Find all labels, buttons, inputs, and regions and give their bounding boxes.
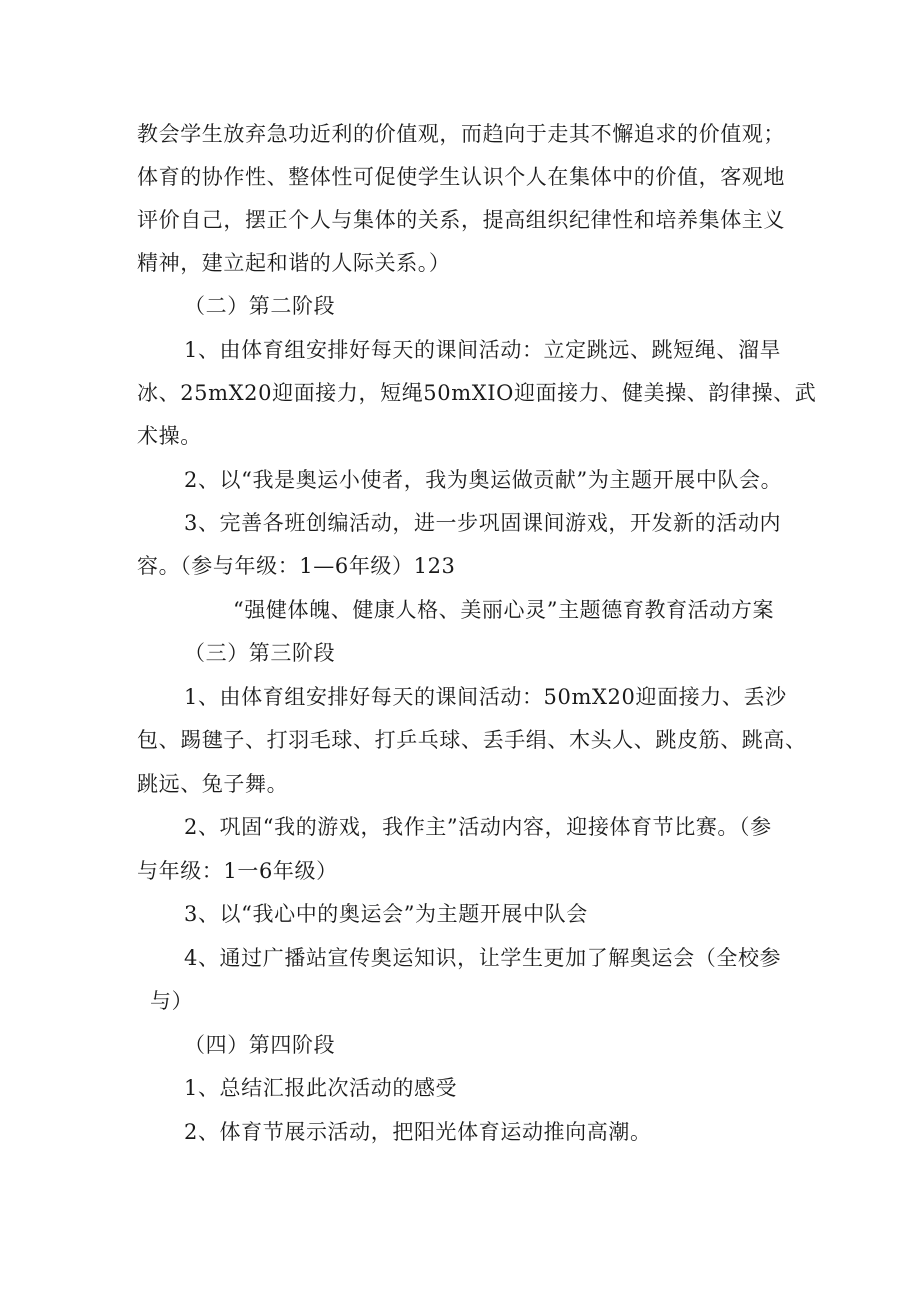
list-item-continuation: 冰、25mX20迎面接力，短绳50mXIO迎面接力、健美操、韵律操、武: [137, 381, 817, 405]
list-item: 1、由体育组安排好每天的课间活动：立定跳远、跳短绳、溜旱: [184, 338, 782, 362]
paragraph-line: 精神，建立起和谐的人际关系。）: [137, 251, 451, 275]
paragraph-line: 评价自己，摆正个人与集体的关系，提高组织纪律性和培养集体主义: [137, 208, 785, 232]
list-item: 2、以“我是奥运小使者，我为奥运做贡献”为主题开展中队会。: [184, 468, 783, 492]
list-item: 1、由体育组安排好每天的课间活动：50mX20迎面接力、丢沙: [184, 685, 787, 709]
list-item-continuation: 与年级：1一6年级）: [137, 859, 338, 883]
paragraph-line: 教会学生放弃急功近利的价值观，而趋向于走其不懈追求的价值观；: [137, 122, 785, 146]
list-item-continuation: 术操。: [137, 424, 202, 448]
list-item: 2、体育节展示活动，把阳光体育运动推向高潮。: [184, 1120, 652, 1144]
section-heading-stage-4: （四）第四阶段: [184, 1033, 336, 1057]
list-item-continuation: 包、踢毽子、打羽毛球、打乒乓球、丢手绢、木头人、跳皮筋、跳高、: [137, 728, 807, 752]
section-heading-stage-2: （二）第二阶段: [184, 294, 336, 318]
list-item: 3、以“我心中的奥运会”为主题开展中队会: [184, 902, 588, 926]
list-item-continuation: 与）: [150, 989, 194, 1013]
list-item-continuation: 容。（参与年级：1—6年级）123: [137, 554, 456, 578]
header-title-line: “强健体魄、健康人格、美丽心灵”主题德育教育活动方案: [233, 598, 775, 622]
section-heading-stage-3: （三）第三阶段: [184, 641, 336, 665]
list-item: 3、完善各班创编活动，进一步巩固课间游戏，开发新的活动内: [184, 511, 782, 535]
paragraph-line: 体育的协作性、整体性可促使学生认识个人在集体中的价值，客观地: [137, 165, 785, 189]
list-item: 4、通过广播站宣传奥运知识，让学生更加了解奥运会（全校参: [184, 946, 782, 970]
list-item-continuation: 跳远、兔子舞。: [137, 772, 289, 796]
list-item: 2、巩固“我的游戏，我作主”活动内容，迎接体育节比赛。（参: [184, 815, 772, 839]
list-item: 1、总结汇报此次活动的感受: [184, 1076, 458, 1100]
